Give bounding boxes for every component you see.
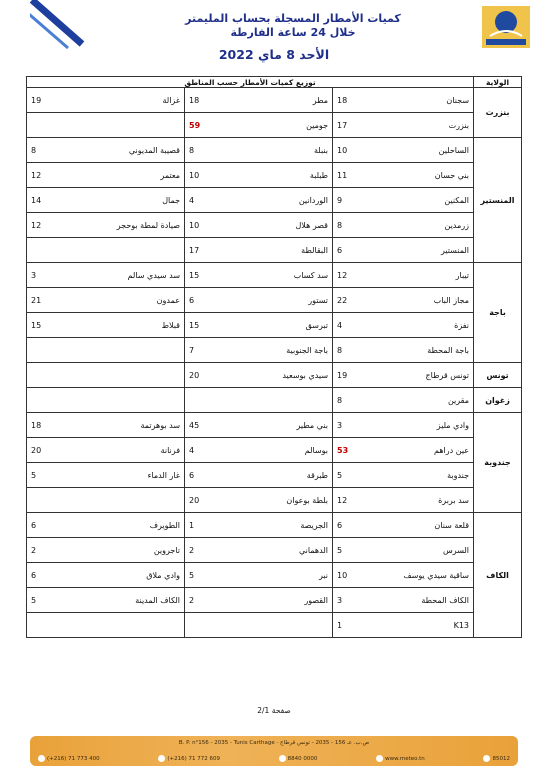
table-row <box>27 388 522 413</box>
rainfall-value: 5 <box>333 463 381 488</box>
rainfall-value: 20 <box>185 363 233 388</box>
table-row <box>27 513 522 538</box>
rainfall-value: 18 <box>333 88 381 113</box>
table-row <box>27 588 522 613</box>
station-name: جمال <box>85 188 185 213</box>
station-name: المنستير <box>381 238 474 263</box>
table-row <box>27 413 522 438</box>
station-name <box>85 488 185 513</box>
station-name: عين دراهم <box>381 438 474 463</box>
station-name: وادي ملاق <box>85 563 185 588</box>
rainfall-value: 3 <box>333 413 381 438</box>
station-name: سجنان <box>381 88 474 113</box>
rainfall-value: 6 <box>333 513 381 538</box>
rainfall-value: 5 <box>185 563 233 588</box>
station-name: فرنانة <box>85 438 185 463</box>
station-name: الجريصة <box>233 513 333 538</box>
station-name: الكاف المدينة <box>85 588 185 613</box>
station-name: سد بربرة <box>381 488 474 513</box>
station-name <box>85 613 185 638</box>
footer-phone-3: 8840 0000 <box>279 755 318 762</box>
governorate-cell: باجة <box>474 263 522 363</box>
station-name <box>233 388 333 413</box>
station-name: غزالة <box>85 88 185 113</box>
station-name: زرمدين <box>381 213 474 238</box>
station-name: جومين <box>233 113 333 138</box>
rainfall-value: 20 <box>185 488 233 513</box>
rainfall-value: 17 <box>185 238 233 263</box>
table-row <box>27 613 522 638</box>
rainfall-value: 4 <box>333 313 381 338</box>
station-name: بوسالم <box>233 438 333 463</box>
rainfall-value: 22 <box>333 288 381 313</box>
station-name <box>85 388 185 413</box>
report-date: الأحد 8 ماي 2022 <box>218 47 330 62</box>
station-name: وادي مليز <box>381 413 474 438</box>
rainfall-value: 19 <box>27 88 85 113</box>
footer-banner <box>30 736 518 766</box>
rainfall-value <box>185 613 233 638</box>
phone-icon <box>38 755 45 762</box>
station-name: قبلاط <box>85 313 185 338</box>
table-row <box>27 313 522 338</box>
rainfall-value: 8 <box>27 138 85 163</box>
rainfall-value: 8 <box>333 213 381 238</box>
table-row <box>27 188 522 213</box>
station-name <box>85 363 185 388</box>
station-name: قصر هلال <box>233 213 333 238</box>
footer-phone-2: (+216) 71 772 609 <box>158 755 220 762</box>
rainfall-value: 21 <box>27 288 85 313</box>
station-name: عمدون <box>85 288 185 313</box>
station-name: البقالطة <box>233 238 333 263</box>
rainfall-value: 4 <box>185 438 233 463</box>
rainfall-value: 20 <box>27 438 85 463</box>
rainfall-value: 4 <box>185 188 233 213</box>
rainfall-value: 59 <box>185 113 233 138</box>
station-name: الدهماني <box>233 538 333 563</box>
station-name: قلعة سنان <box>381 513 474 538</box>
rainfall-value: 1 <box>185 513 233 538</box>
rainfall-value: 10 <box>185 213 233 238</box>
station-name: مقرين <box>381 388 474 413</box>
rainfall-table <box>26 76 522 638</box>
inm-logo <box>482 6 530 48</box>
rainfall-value <box>27 338 85 363</box>
station-name: بنبلة <box>233 138 333 163</box>
rainfall-value: 18 <box>27 413 85 438</box>
station-name: صيادة لمطة بوحجر <box>85 213 185 238</box>
table-row <box>27 488 522 513</box>
station-name <box>85 238 185 263</box>
station-name: القصور <box>233 588 333 613</box>
table-row <box>27 138 522 163</box>
station-name: نفزة <box>381 313 474 338</box>
table-row <box>27 538 522 563</box>
station-name: بلطة بوعوان <box>233 488 333 513</box>
footer-code: 85012 <box>483 755 510 762</box>
table-row <box>27 288 522 313</box>
rainfall-value: 7 <box>185 338 233 363</box>
rainfall-value: 8 <box>185 138 233 163</box>
governorate-cell: المنستير <box>474 138 522 263</box>
rainfall-value: 12 <box>27 213 85 238</box>
table-row <box>27 163 522 188</box>
table-row <box>27 438 522 463</box>
rainfall-value: 5 <box>333 538 381 563</box>
rainfall-value: 15 <box>185 313 233 338</box>
governorate-cell: زغوان <box>474 388 522 413</box>
rainfall-value: 8 <box>333 388 381 413</box>
table-row <box>27 238 522 263</box>
station-name: K13 <box>381 613 474 638</box>
rainfall-value: 1 <box>333 613 381 638</box>
station-name: مجاز الباب <box>381 288 474 313</box>
station-name: طبرقة <box>233 463 333 488</box>
rainfall-value <box>27 238 85 263</box>
decorative-stripes <box>30 0 85 50</box>
document-title: كميات الأمطار المسجلة بحساب المليمتر خلال 24 ساعة الفارطة <box>185 12 401 39</box>
rainfall-value: 10 <box>185 163 233 188</box>
rainfall-value: 10 <box>333 563 381 588</box>
station-name: بنزرت <box>381 113 474 138</box>
station-name: طبلبة <box>233 163 333 188</box>
station-name: مطر <box>233 88 333 113</box>
station-name <box>233 613 333 638</box>
station-name: تيبار <box>381 263 474 288</box>
table-header-row <box>27 77 522 88</box>
station-name: تستور <box>233 288 333 313</box>
footer-address: B. P. n°156 - 2035 - Tunis Carthage · ص.ب. عـ 156 - 2035 - تونس قرطاج <box>178 740 370 746</box>
rainfall-value: 5 <box>27 463 85 488</box>
station-name: الوردانين <box>233 188 333 213</box>
rainfall-value: 15 <box>185 263 233 288</box>
station-name: جندوبة <box>381 463 474 488</box>
table-row <box>27 563 522 588</box>
table-row <box>27 213 522 238</box>
rainfall-value: 6 <box>185 463 233 488</box>
rainfall-value: 6 <box>333 238 381 263</box>
station-name: باجة المحطة <box>381 338 474 363</box>
station-name: المكنين <box>381 188 474 213</box>
station-name: تبرسق <box>233 313 333 338</box>
rainfall-value: 6 <box>185 288 233 313</box>
header-distribution: توزيع كميات الأمطار حسب المناطق <box>27 77 474 88</box>
header-governorate: الولاية <box>474 77 522 88</box>
station-name: تاجروين <box>85 538 185 563</box>
rainfall-value: 3 <box>27 263 85 288</box>
rainfall-value: 45 <box>185 413 233 438</box>
station-name: تونس قرطاج <box>381 363 474 388</box>
rainfall-value <box>27 113 85 138</box>
station-name: سد بوهرتمة <box>85 413 185 438</box>
governorate-cell: تونس <box>474 363 522 388</box>
station-name: السرس <box>381 538 474 563</box>
fax-icon <box>158 755 165 762</box>
rainfall-value <box>27 363 85 388</box>
station-name: قصيبة المديوني <box>85 138 185 163</box>
station-name: معتمر <box>85 163 185 188</box>
station-name: الساحلين <box>381 138 474 163</box>
table-row <box>27 338 522 363</box>
table-row <box>27 263 522 288</box>
rainfall-value: 2 <box>185 588 233 613</box>
rainfall-value: 53 <box>333 438 381 463</box>
table-row <box>27 363 522 388</box>
rainfall-value: 5 <box>27 588 85 613</box>
station-name <box>85 113 185 138</box>
station-name: سد سيدي سالم <box>85 263 185 288</box>
station-name: سيدي بوسعيد <box>233 363 333 388</box>
table-row <box>27 88 522 113</box>
station-name: الكاف المحطة <box>381 588 474 613</box>
rainfall-value: 6 <box>27 563 85 588</box>
station-name: بني مطير <box>233 413 333 438</box>
station-name: سد كساب <box>233 263 333 288</box>
footer-phone-1: (+216) 71 773 400 <box>38 755 100 762</box>
rainfall-value: 6 <box>27 513 85 538</box>
station-name: غار الدماء <box>85 463 185 488</box>
rainfall-value: 10 <box>333 138 381 163</box>
rainfall-value <box>27 613 85 638</box>
station-name: بني حسان <box>381 163 474 188</box>
rainfall-value <box>27 488 85 513</box>
rainfall-value: 2 <box>27 538 85 563</box>
location-icon <box>483 755 490 762</box>
phone-icon <box>279 755 286 762</box>
rainfall-value <box>185 388 233 413</box>
rainfall-value: 2 <box>185 538 233 563</box>
station-name: باجة الجنوبية <box>233 338 333 363</box>
rainfall-value: 8 <box>333 338 381 363</box>
rainfall-value: 14 <box>27 188 85 213</box>
station-name <box>85 338 185 363</box>
rainfall-value: 17 <box>333 113 381 138</box>
rainfall-value: 15 <box>27 313 85 338</box>
station-name: الطويرف <box>85 513 185 538</box>
table-row <box>27 463 522 488</box>
rainfall-value: 12 <box>27 163 85 188</box>
rainfall-value <box>27 388 85 413</box>
governorate-cell: الكاف <box>474 513 522 638</box>
rainfall-value: 18 <box>185 88 233 113</box>
station-name: ساقية سيدي يوسف <box>381 563 474 588</box>
rainfall-value: 11 <box>333 163 381 188</box>
governorate-cell: جندوبة <box>474 413 522 513</box>
footer-site: www.meteo.tn <box>376 755 425 762</box>
rainfall-value: 19 <box>333 363 381 388</box>
rainfall-value: 12 <box>333 263 381 288</box>
rainfall-value: 12 <box>333 488 381 513</box>
station-name: نبر <box>233 563 333 588</box>
rainfall-value: 3 <box>333 588 381 613</box>
page-number: صفحة 2/1 <box>257 706 291 715</box>
globe-icon <box>376 755 383 762</box>
table-row <box>27 113 522 138</box>
governorate-cell: بنزرت <box>474 88 522 138</box>
rainfall-value: 9 <box>333 188 381 213</box>
